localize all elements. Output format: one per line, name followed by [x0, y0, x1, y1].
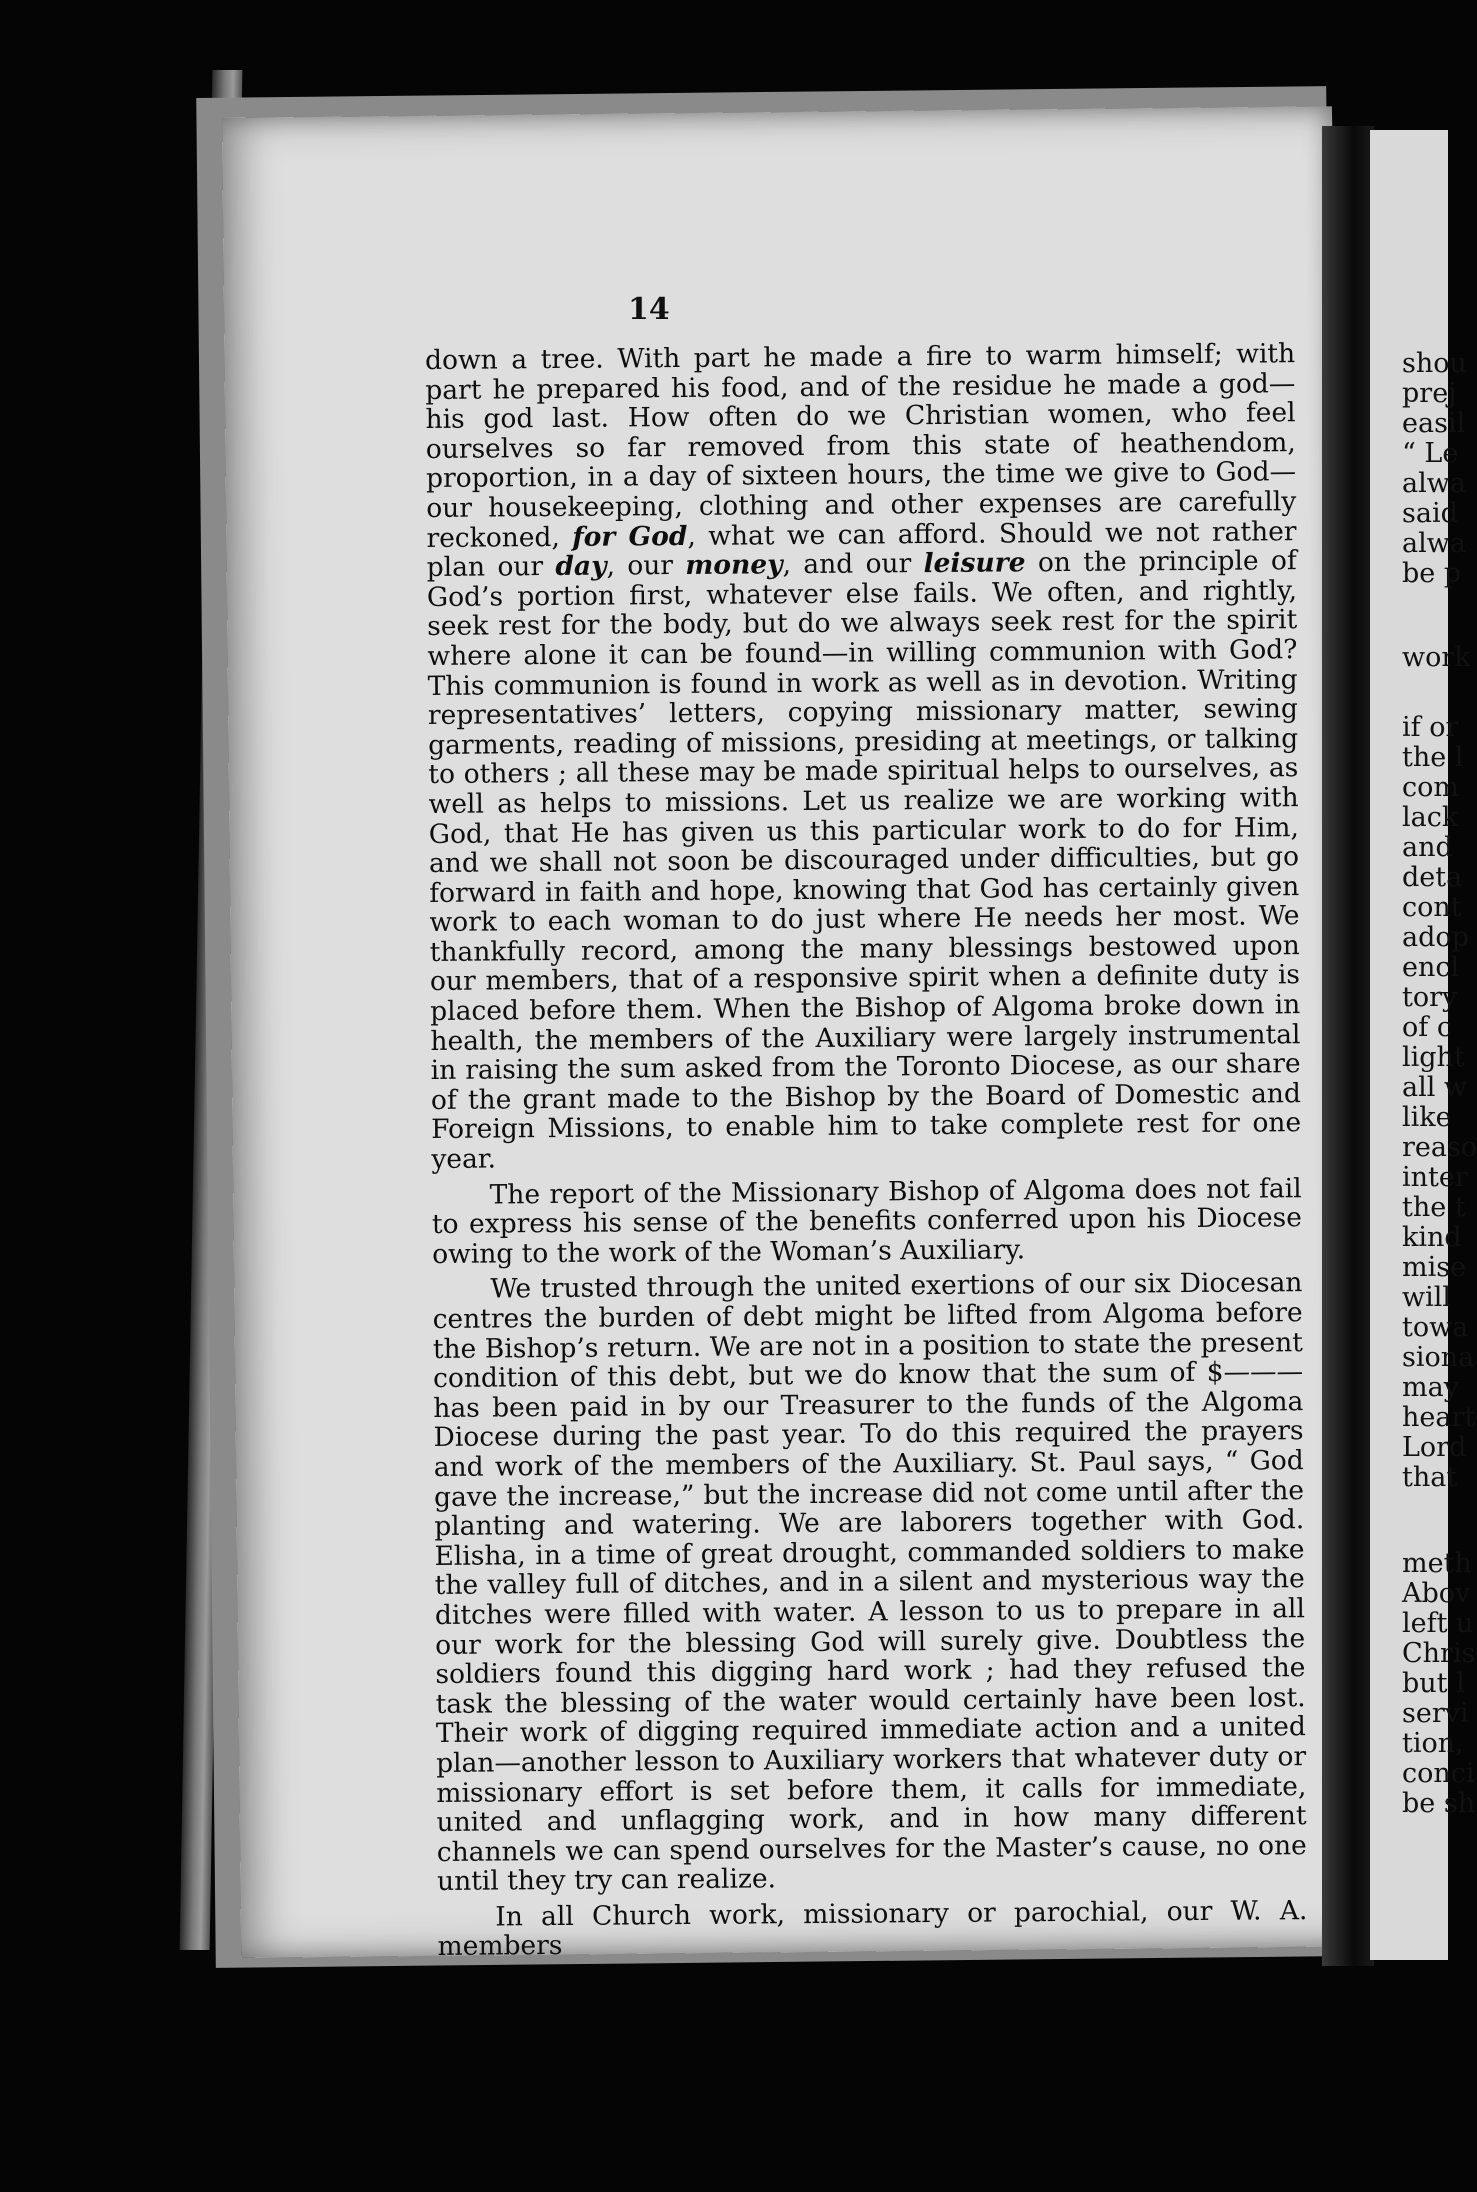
right-page-fragment: heart [1402, 1402, 1476, 1433]
right-page-fragment: adop [1402, 922, 1469, 953]
paragraph [432, 1269, 1307, 1897]
emphasis-text: for God [572, 520, 688, 553]
right-page-fragment: shou [1402, 348, 1467, 379]
right-page-fragment: meth [1402, 1548, 1472, 1579]
right-page-fragment: Lord [1402, 1432, 1467, 1463]
right-page-fragment: “ Le [1402, 438, 1459, 469]
emphasis-text: day [555, 550, 607, 583]
right-page-fragment: siona [1402, 1342, 1475, 1373]
right-page-fragment: all w [1402, 1072, 1468, 1103]
right-page-fragment: lack [1402, 802, 1459, 833]
right-page-fragment: cont [1402, 892, 1462, 923]
text-run: , our [606, 550, 686, 582]
text-run: down a tree. With part he made a fire to warm himself; with part he prepared his food, and of the residue he made a god—his god last. How often do we Christian women, who feel ourselves so far removed from this state of heathendom, proportion, in a day of sixteen hours, the time we give to God—our housekeeping, clothing and other expenses are carefully reckoned, [424, 338, 1297, 554]
right-page-fragment: prej [1402, 378, 1457, 409]
right-page-fragment: inter [1402, 1162, 1468, 1193]
right-page-fragment: if or [1402, 712, 1459, 743]
right-page-fragment: be sh [1402, 1788, 1476, 1819]
right-page-fragment: Chris [1402, 1638, 1476, 1669]
right-page-fragment: alwa [1402, 528, 1466, 559]
right-page-strip [1370, 130, 1477, 1960]
right-page-fragment: kind [1402, 1222, 1462, 1253]
right-page-fragment: Abov [1402, 1578, 1471, 1609]
right-page-fragment: com [1402, 772, 1459, 803]
right-page-fragment: of c [1402, 1012, 1452, 1043]
text-run: , and our [782, 548, 924, 581]
right-page-fragment: like [1402, 1102, 1452, 1133]
text-run: We trusted through the united exertions of our six Diocesan centres the burden of debt might be lifted from Algoma before the Bishop’s return. We are not in a position to state the present condition of this debt, but we do know that the sum of $———has been paid in by our Treasurer to the funds of the Algoma Diocese during the past year. To do this required the prayers and work of the members of the Auxiliary. St. Paul says, “ God gave the increase,” but the increase did not come until after the planting and watering. We are laborers together with God. Elisha, in a time of great drought, commanded soldiers to make the valley full of ditches, and in a silent and mysterious way the ditches were filled with water. A lesson to us to prepare in all our work for the blessing God will surely give. Doubtless the soldiers found this digging hard work ; had they refused the task the blessing of the water would certainly have been lost. Their work of digging required immediate action and a united plan—another lesson to Auxiliary workers that whatever duty or missionary effort is set before them, it calls for immediate, united and unflagging work, and in how many different channels we can spend ourselves for the Master’s cause, no one until they try can realize. [432, 1267, 1307, 1898]
right-page-fragment: work [1402, 642, 1471, 673]
right-page-fragment: encl [1402, 952, 1460, 983]
page-number: 14 [628, 292, 670, 327]
right-page-fragment: that [1402, 1462, 1458, 1493]
body-text [425, 339, 1308, 1962]
right-page-fragment: tory [1402, 982, 1458, 1013]
right-page-fragment: and [1402, 832, 1453, 863]
text-run: on the principle of God’s portion first, whatever else fails. We often, and rightly, seek rest for the body, but do we always seek rest for the spirit where alone it can be found—in willing communion with God? This communion is found in work as well as in devotion. Writing representatives’ letters, copying missionary matter, sewing garments, reading of missions, presiding at meetings, or talking to others ; all these may be made spiritual helps to ourselves, as well as helps to missions. Let us realize we are working with God, that He has given us this particular work to do for Him, and we shall not soon be discouraged under difficulties, but go forward in faith and hope, knowing that God has certainly given work to each woman to do just where He needs her most. We thankfully record, among the many blessings bestowed upon our members, that of a responsive spirit when a definite duty is placed before them. When the Bishop of Algoma broke down in health, the members of the Auxiliary were largely instrumental in raising the sum asked from the Toronto Diocese, as our share of the grant made to the Bishop by the Board of Domestic and Foreign Missions, to enable him to take complete rest for one year. [426, 545, 1302, 1176]
right-page-fragment: deta [1402, 862, 1463, 893]
right-page-fragment: easil [1402, 408, 1466, 439]
right-page-fragment: the t [1402, 1192, 1466, 1223]
right-page-fragment: servi [1402, 1698, 1469, 1729]
right-page-fragment: towa [1402, 1312, 1469, 1343]
right-page-fragment: the l [1402, 742, 1464, 773]
emphasis-text: money [685, 549, 783, 582]
text-run: In all Church work, missionary or parochial, our W. A. members [437, 1894, 1308, 1963]
right-page-fragment: said [1402, 498, 1458, 529]
right-page-fragment: alwa [1402, 468, 1466, 499]
right-page-fragment: reaso [1402, 1132, 1477, 1163]
right-page-fragment: conci [1402, 1758, 1475, 1789]
right-page-fragment: but l [1402, 1668, 1465, 1699]
right-page-fragment: left u [1402, 1608, 1474, 1639]
paragraph [425, 339, 1301, 1174]
text-run: , what we can afford. Should we not rather plan our [426, 515, 1297, 584]
right-page-fragment: tion, [1402, 1728, 1464, 1759]
right-page-fragment: may [1402, 1372, 1459, 1403]
right-page-fragment: be p [1402, 558, 1462, 589]
text-run: The report of the Missionary Bishop of Algoma does not fail to express his sense of the benefits conferred upon his Diocese owing to the work of the Woman’s Auxiliary. [431, 1172, 1302, 1270]
paragraph [432, 1174, 1303, 1270]
book-gutter [1322, 126, 1374, 1966]
emphasis-text: leisure [923, 547, 1026, 580]
paragraph [437, 1896, 1307, 1962]
right-page-fragment: will [1402, 1282, 1452, 1313]
right-page-fragment: mise [1402, 1252, 1467, 1283]
right-page-fragment: light [1402, 1042, 1465, 1073]
